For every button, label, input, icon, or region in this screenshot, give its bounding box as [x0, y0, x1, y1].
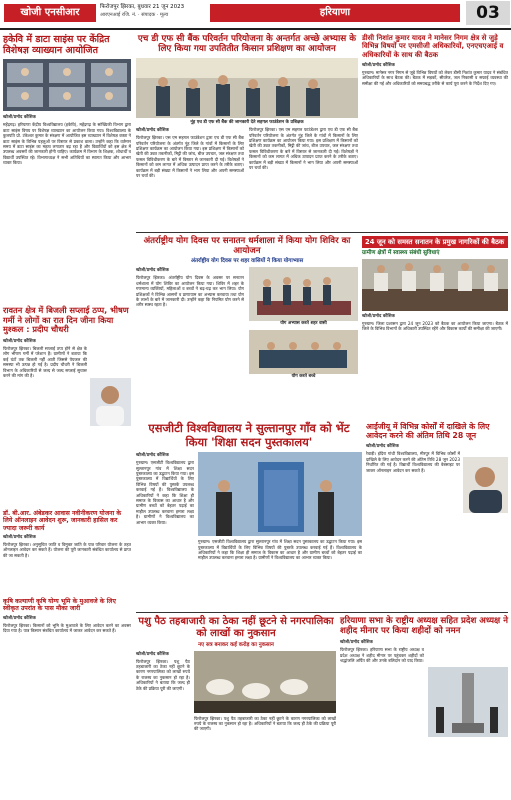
- article-byline: खोजी/प्रमोद कौशिक: [3, 615, 36, 621]
- article-headline: 24 जून को समस्त सनातन के प्रमुख नागरिकों की बैठक: [365, 238, 505, 246]
- article-photo: [249, 267, 358, 321]
- article-headline: डीसी निशांत कुमार यादव ने मानेसर निगम क्षेत्र से जुड़े विभिन्न विषयों पर एमसीजी अधिकारियों, एनएचएआई व अधिकारियों के साथ की बैठक: [362, 34, 504, 59]
- article-body: फिरोजपुर झिरका। अंतर्राष्ट्रीय योग दिवस के अवसर पर सनातन धर्मशाला में योग शिविर का आयोजन किया गया। शिविर में शहर के गणमान्य व्यक्तियों, महिलाओं व बच्चों ने बढ़-चढ़ कर भाग लिया। योग प्रशिक्षकों ने विभिन्न आसनों व प्राणायाम का अभ्यास करवाया तथा योग के लाभों के बारे में जानकारी दी। उन्होंने कहा कि नियमित योग करने से शरीर स्वस्थ रहता है।: [136, 275, 244, 308]
- issue-date: फिरोजपुर झिरका, बुधवार 21 जून 2023: [100, 4, 185, 10]
- meeting-image: [362, 259, 508, 311]
- article-subheadline: नए सत्र बनाकर कई करोड़ का नुकसान: [198, 641, 274, 648]
- article-byline: खोजी/प्रमोद कौशिक: [340, 640, 373, 646]
- divider: [136, 232, 508, 233]
- article-dc-meeting: [362, 34, 508, 230]
- library-inauguration-image: [198, 452, 362, 536]
- article-body: गुरुग्राम। जिला प्रशासन द्वारा 24 जून 2023 को बैठक का आयोजन किया जाएगा। बैठक में जिले के विभिन्न विभागों के अधिकारी उपस्थित रहेंगे और विकास कार्यों की समीक्षा की जाएगी।: [362, 321, 508, 332]
- portrait-image: [463, 457, 508, 513]
- article-photo: [194, 651, 336, 713]
- photo-caption: योग अभ्यास करते शहर वासी: [280, 321, 327, 327]
- section-title: हरियाणा: [210, 4, 460, 22]
- photo-caption: नूंह एच डी एफ सी बैंक की जानकारी देते सहगल फाउंडेशन के प्रशिक्षक: [190, 119, 304, 125]
- article-body: गुरुग्राम। एसजीटी विश्वविद्यालय द्वारा सुल्तानपुर गांव में शिक्षा सदन पुस्तकालय का उद्घाटन किया गया। इस पुस्तकालय में विद्यार्थियों के लिए विभिन्न विषयों की पुस्तकें उपलब्ध करवाई गई हैं। विश्वविद्यालय के अधिकारियों ने कहा कि शिक्षा ही समाज के विकास का आधार है और ग्रामीण बच्चों को बेहतर पढ़ाई का माहौल उपलब्ध करवाना हमारा लक्ष्य है। ग्रामीणों ने विश्वविद्यालय का आभार व्यक्त किया।: [136, 460, 194, 525]
- article-headline: हकेवि में डाटा साइंस पर केंद्रित विशेषज्ञ व्याख्यान आयोजित: [3, 34, 110, 57]
- portrait-image: [90, 378, 131, 426]
- article-photo: [136, 58, 358, 118]
- yoga-group-image: [249, 267, 358, 321]
- article-body: फिरोजपुर झिरका। एस एम सहगल फाउंडेशन द्वारा एच डी एफ सी बैंक परिवर्तन परियोजना के अंतर्गत नूंह जिले के गांवों में किसानों के लिए प्रशिक्षण कार्यक्रम का आयोजन किया गया। इस प्रशिक्षण में किसानों को खेती की उन्नत तकनीकों, मिट्टी की जांच, बीज उपचार, जल संरक्षण तथा फसल विविधीकरण के बारे में विस्तार से जानकारी दी गई। विशेषज्ञों ने किसानों को कम लागत में अधिक उत्पादन प्राप्त करने के तरीके बताए। कार्यक्रम में बड़ी संख्या में किसानों ने भाग लिया और अपनी समस्याओं पर चर्चा की।: [136, 135, 244, 178]
- training-session-image: [136, 58, 358, 118]
- article-cattle-market: [136, 616, 336, 785]
- article-byline: खोजी/प्रमोद कौशिक: [362, 62, 395, 68]
- divider: [136, 612, 508, 613]
- article-body: रेवाड़ी। इंदिरा गांधी विश्वविद्यालय, मीरपुर में विभिन्न कोर्सों में दाखिले के लिए आवेदन करने की अंतिम तिथि 28 जून 2023 निर्धारित की गई है। विद्यार्थी विश्वविद्यालय की वेबसाइट पर जाकर ऑनलाइन आवेदन कर सकते हैं।: [366, 451, 460, 473]
- article-byline: खोजी/प्रमोद कौशिक: [3, 534, 36, 540]
- article-photo: [362, 259, 508, 311]
- article-farmer-training: [136, 34, 358, 209]
- article-martyrs-tribute: [340, 616, 508, 781]
- cattle-market-image: [194, 651, 336, 713]
- article-byline: खोजी/प्रमोद कौशिक: [136, 453, 169, 459]
- video-conference-image: [3, 59, 131, 111]
- article-photo: [198, 452, 362, 536]
- article-body: गुरुग्राम। मानेसर नगर निगम से जुड़े विभिन्न विषयों को लेकर डीसी निशांत कुमार यादव ने संबंधित अधिकारियों के साथ बैठक की। बैठक में सड़कों, सीवरेज, जल निकासी व सफाई व्यवस्था की समीक्षा की गई और अधिकारियों को समयबद्ध तरीके से कार्य पूरा करने के निर्देश दिए गए।: [362, 69, 508, 86]
- article-body: फिरोजपुर झिरका। पशु पैठ तहबाजारी का ठेका नहीं छूटने के कारण नगरपालिका को लाखों रुपये के राजस्व का नुकसान हो रहा है। अधिकारियों ने बताया कि जल्द ही ठेके की प्रक्रिया पूरी की जाएगी।: [136, 658, 190, 691]
- article-body: फिरोजपुर झिरका। किसानों को भूमि के मुआवजे के लिए आवेदन करने का अवसर दिया गया है। पात्र किसान संबंधित कार्यालय में जाकर आवेदन कर सकते हैं।: [3, 622, 131, 634]
- article-photo: [428, 667, 508, 737]
- article-sgt-library: [136, 422, 362, 600]
- article-power-cut: [3, 306, 131, 496]
- article-headline: डॉ. बी.आर. अंबेडकर आवास नवीनीकरण योजना के लिये ऑनलाइन आवेदन शुरू, जानकारी हासिल कर ज्यादा जरूरी कार्य: [3, 510, 122, 532]
- article-byline: खोजी/प्रमोद कौशिक: [366, 444, 399, 450]
- article-body: महेंद्रगढ़। हरियाणा केंद्रीय विश्वविद्यालय (हकेवि), महेंद्रगढ़ के सांख्यिकी विभाग द्वारा डाटा साइंस विषय पर विशेषज्ञ व्याख्यान का आयोजन किया गया। विश्वविद्यालय के कुलपति प्रो. टंकेश्वर कुमार के संरक्षण में आयोजित इस व्याख्यान में विशेषज्ञ वक्ता ने डाटा साइंस के विभिन्न पहलुओं पर विस्तार से प्रकाश डाला। उन्होंने कहा कि वर्तमान समय में डाटा साइंस का महत्व लगातार बढ़ रहा है और विद्यार्थियों को इस क्षेत्र में उपलब्ध अवसरों की जानकारी होनी चाहिए। कार्यक्रम में विभाग के शिक्षक, शोधार्थी व विद्यार्थी उपस्थित रहे। विभागाध्यक्ष ने सभी अतिथियों का स्वागत किया और आभार व्यक्त किया।: [3, 122, 131, 166]
- article-body-continued: फिरोजपुर झिरका। पशु पैठ तहबाजारी का ठेका नहीं छूटने के कारण नगरपालिका को लाखों रुपये के राजस्व का नुकसान हो रहा है। अधिकारियों ने बताया कि जल्द ही ठेके की प्रक्रिया पूरी की जाएगी।: [194, 715, 336, 732]
- article-subheadline: अंतर्राष्ट्रीय योग दिवस पर शहर वासियों ने किया योगाभ्यास: [190, 258, 304, 265]
- newspaper-logo: खोजी एनसीआर: [4, 4, 96, 22]
- person-photo: [463, 457, 508, 513]
- article-headline: हरियाणा सभा के राष्ट्रीय अध्यक्ष सहित प्रदेश अध्यक्ष ने शहीद मीनार पर किया शहीदों को नमन: [340, 616, 508, 637]
- article-ambedkar-scheme: [3, 510, 131, 586]
- article-land-compensation: [3, 598, 131, 783]
- registration-line: आरएनआई रजि. नं. · संपादक · मूल्य: [100, 12, 169, 18]
- article-byline: खोजी/प्रमोद कौशिक: [136, 651, 169, 657]
- article-byline: खोजी/प्रमोद कौशिक: [3, 115, 36, 121]
- article-data-science: [3, 34, 131, 330]
- masthead: [0, 0, 511, 30]
- article-headline: पशु पैठ तहबाजारी का ठेका नहीं छूटने से नगरपालिका को लाखों का नुकसान: [138, 616, 334, 639]
- article-igu-admission: [366, 422, 508, 569]
- article-headline: एच डी एफ सी बैंक परिवर्तन परियोजना के अन्तर्गत अच्छे अभ्यास के लिए किया गया उपतितीत किसान प्रशिक्षण का आयोजन: [137, 34, 357, 55]
- article-headline: कृषि कल्याणी कृषि योग्य भूमि के मुआवजे के लिए स्वीकृत उपरांत के पास मौका जारी: [3, 598, 116, 613]
- article-headline: एसजीटी विश्वविद्यालय ने सुल्तानपुर गाँव को भेंट किया 'शिक्षा सदन पुस्तकालय': [148, 421, 350, 449]
- photo-caption: योग करते बच्चे: [291, 373, 316, 379]
- article-headline: अंतर्राष्ट्रीय योग दिवस पर सनातन धर्मशाला में किया योग शिविर का आयोजन: [143, 236, 351, 257]
- article-body-continued: गुरुग्राम। एसजीटी विश्वविद्यालय द्वारा सुल्तानपुर गांव में शिक्षा सदन पुस्तकालय का उद्घाटन किया गया। इस पुस्तकालय में विद्यार्थियों के लिए विभिन्न विषयों की पुस्तकें उपलब्ध करवाई गई हैं। विश्वविद्यालय के अधिकारियों ने कहा कि शिक्षा ही समाज के विकास का आधार है और ग्रामीण बच्चों को बेहतर पढ़ाई का माहौल उपलब्ध करवाना हमारा लक्ष्य है। ग्रामीणों ने विश्वविद्यालय का आभार व्यक्त किया।: [198, 539, 362, 561]
- article-yoga-day: [136, 236, 358, 388]
- person-photo: [90, 378, 131, 426]
- yoga-children-image: [249, 330, 358, 374]
- shaheed-minar-image: [428, 667, 508, 737]
- article-body-continued: फिरोजपुर झिरका। एस एम सहगल फाउंडेशन द्वारा एच डी एफ सी बैंक परिवर्तन परियोजना के अंतर्गत नूंह जिले के गांवों में किसानों के लिए प्रशिक्षण कार्यक्रम का आयोजन किया गया। इस प्रशिक्षण में किसानों को खेती की उन्नत तकनीकों, मिट्टी की जांच, बीज उपचार, जल संरक्षण तथा फसल विविधीकरण के बारे में विस्तार से जानकारी दी गई। विशेषज्ञों ने किसानों को कम लागत में अधिक उत्पादन प्राप्त करने के तरीके बताए। कार्यक्रम में बड़ी संख्या में किसानों ने भाग लिया और अपनी समस्याओं पर चर्चा की।: [249, 127, 358, 170]
- article-headline: रावतन क्षेत्र में बिजली सप्लाई ठप्प, भीषण गर्मी ने लोगों का रात दिन जीना किया मुश्कल : प्रदीप चौधरी: [3, 305, 129, 335]
- article-kicker: ग्रामीण क्षेत्रों में स्वास्थ्य संबंधी सुविधाएं: [362, 250, 440, 257]
- article-body: फिरोजपुर झिरका। अनुसूचित जाति व विमुक्त जाति के पात्र परिवार योजना के तहत ऑनलाइन आवेदन कर सकते हैं। योजना की पूरी जानकारी संबंधित कार्यालय से प्राप्त की जा सकती है।: [3, 541, 131, 558]
- article-byline: खोजी/प्रमोद कौशिक: [3, 339, 36, 345]
- page-number: 03: [466, 1, 510, 25]
- article-photo: [3, 59, 131, 111]
- article-byline: खोजी/प्रमोद कौशिक: [136, 128, 169, 134]
- article-headline: आईजीयू में विभिन्न कोर्सों में दाखिले के लिए आवेदन करने की अंतिम तिथि 28 जून: [366, 422, 490, 441]
- headline-banner: [362, 236, 508, 248]
- article-byline: खोजी/प्रमोद कौशिक: [362, 314, 395, 320]
- article-body: फिरोजपुर झिरका। बिजली सप्लाई ठप्प होने से क्षेत्र के लोग भीषण गर्मी में परेशान हैं। ग्रामीणों ने बताया कि कई घंटों तक बिजली नहीं आती जिससे पेयजल की समस्या भी उत्पन्न हो गई है। प्रदीप चौधरी ने बिजली विभाग के अधिकारियों से जल्द से जल्द सप्लाई सुचारू करने की मांग की है।: [3, 346, 87, 379]
- article-body: फिरोजपुर झिरका। हरियाणा सभा के राष्ट्रीय अध्यक्ष व प्रदेश अध्यक्ष ने शहीद मीनार पर पहुंचकर शहीदों को श्रद्धांजलि अर्पित की और उनके बलिदान को याद किया।: [340, 647, 424, 664]
- article-byline: खोजी/प्रमोद कौशिक: [136, 268, 169, 274]
- article-photo: [249, 330, 358, 374]
- article-june-meeting: [362, 236, 508, 415]
